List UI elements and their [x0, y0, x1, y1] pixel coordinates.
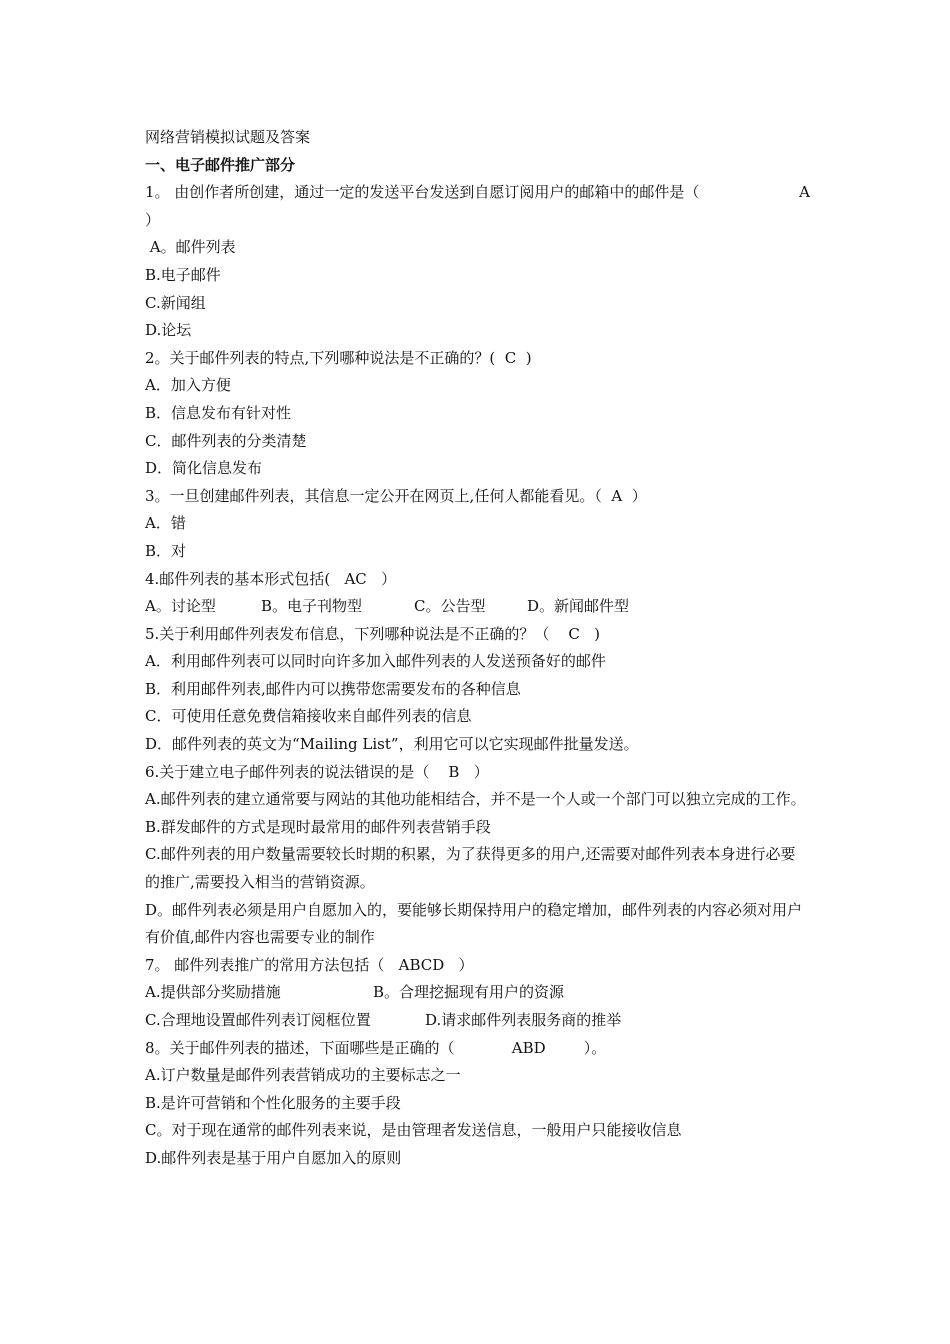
question-8-option-c: C。对于现在通常的邮件列表来说，是由管理者发送信息，一般用户只能接收信息 [145, 1121, 682, 1140]
question-7-options-row-1 [145, 979, 810, 1007]
question-7-option-c: C.合理地设置邮件列表订阅框位置 [145, 1011, 371, 1029]
question-6-option-c: C.邮件列表的用户数量需要较长时期的积累，为了获得更多的用户,还需要对邮件列表本身进行必要的推广,需要投入相当的营销资源。 [145, 845, 796, 892]
question-8-stem: 8。关于邮件列表的描述，下面哪些是正确的（ ABD ）。 [145, 1038, 607, 1057]
question-7-option-d: D.请求邮件列表服务商的推举 [425, 1011, 622, 1029]
question-1-option-d: D.论坛 [145, 321, 192, 340]
question-5-stem: 5.关于利用邮件列表发布信息，下列哪种说法是不正确的？（ C ) [145, 624, 601, 643]
question-3-stem: 3。一旦创建邮件列表，其信息一定公开在网页上,任何人都能看见。（ A ） [145, 486, 647, 505]
question-5-option-a: A．利用邮件列表可以同时向许多加入邮件列表的人发送预备好的邮件 [145, 652, 606, 671]
question-2-option-d: D．简化信息发布 [145, 459, 263, 478]
document-title: 网络营销模拟试题及答案 [145, 128, 311, 146]
question-8-option-d: D.邮件列表是基于用户自愿加入的原则 [145, 1148, 402, 1167]
question-2-option-b: B．信息发布有针对性 [145, 403, 292, 422]
question-6-stem: 6.关于建立电子邮件列表的说法错误的是（ B ） [145, 762, 489, 781]
question-4-options [145, 593, 810, 621]
question-7-options-row-2 [145, 1007, 810, 1035]
question-6-option-a: A.邮件列表的建立通常要与网站的其他功能相结合，并不是一个人或一个部门可以独立完成的工作。 [145, 790, 806, 809]
question-1-text: 1。 由创作者所创建，通过一定的发送平台发送到自愿订阅用户的邮箱中的邮件是（ [145, 183, 700, 202]
question-1-option-c: C.新闻组 [145, 293, 206, 312]
question-1-option-b: B.电子邮件 [145, 265, 221, 284]
question-4-option-d: D。新闻邮件型 [527, 597, 630, 616]
question-7-option-a: A.提供部分奖励措施 [145, 983, 281, 1002]
question-8-option-a: A.订户数量是邮件列表营销成功的主要标志之一 [145, 1066, 461, 1085]
question-5-option-d: D．邮件列表的英文为“Mailing List”，利用它可以它实现邮件批量发送。 [145, 735, 639, 754]
question-5-option-b: B．利用邮件列表,邮件内可以携带您需要发布的各种信息 [145, 679, 521, 698]
question-1-option-a: A。邮件列表 [145, 238, 236, 257]
question-3-option-b: B．对 [145, 541, 187, 560]
question-2-stem: 2。关于邮件列表的特点,下列哪种说法是不正确的？( C ) [145, 348, 532, 367]
question-7-option-b: B。合理挖掘现有用户的资源 [373, 983, 565, 1002]
question-5-option-c: C．可使用任意免费信箱接收来自邮件列表的信息 [145, 707, 472, 726]
document-body [145, 124, 810, 1173]
section-heading: 一、电子邮件推广部分 [145, 155, 296, 174]
question-4-option-c: C。公告型 [414, 597, 486, 616]
question-6-option-d: D。邮件列表必须是用户自愿加入的，要能够长期保持用户的稳定增加，邮件列表的内容必须对用户有价值,邮件内容也需要专业的制作 [145, 900, 803, 947]
question-4-option-a: A。讨论型 [145, 597, 216, 616]
question-6-option-b: B.群发邮件的方式是现时最常用的邮件列表营销手段 [145, 817, 491, 836]
question-4-option-b: B。电子刊物型 [261, 597, 363, 616]
question-1-answer: A [799, 183, 810, 202]
question-2-option-c: C．邮件列表的分类清楚 [145, 431, 307, 450]
question-1-stem [145, 179, 810, 207]
question-7-stem: 7。 邮件列表推广的常用方法包括（ ABCD ） [145, 955, 474, 974]
question-4-stem: 4.邮件列表的基本形式包括( AC ） [145, 569, 397, 588]
question-8-option-b: B.是许可营销和个性化服务的主要手段 [145, 1093, 401, 1112]
question-1-close: ） [145, 210, 161, 229]
question-3-option-a: A．错 [145, 514, 186, 533]
question-2-option-a: A．加入方便 [145, 376, 231, 395]
